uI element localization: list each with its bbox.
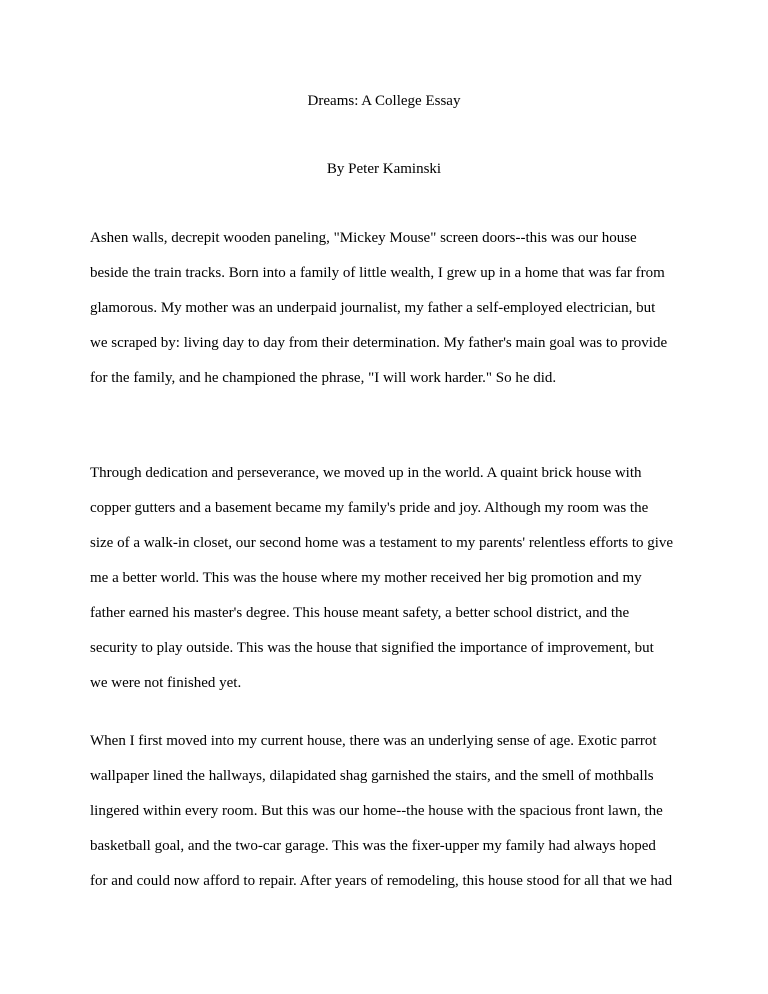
paragraph-line: copper gutters and a basement became my family's pride and joy. Although my room was the bbox=[90, 500, 649, 516]
paragraph-line: security to play outside. This was the house that signified the importance of improvement, but bbox=[90, 640, 654, 656]
paragraph-line: father earned his master's degree. This house meant safety, a better school district, and the bbox=[90, 605, 630, 621]
paragraph-line: glamorous. My mother was an underpaid journalist, my father a self-employed electrician, but bbox=[90, 300, 656, 316]
paragraph-line: we scraped by: living day to day from their determination. My father's main goal was to provide bbox=[90, 335, 668, 351]
paragraph-line: size of a walk-in closet, our second home was a testament to my parents' relentless efforts to give bbox=[90, 535, 674, 551]
paragraph-line: we were not finished yet. bbox=[90, 675, 242, 691]
paragraph-line: Through dedication and perseverance, we moved up in the world. A quaint brick house with bbox=[90, 465, 642, 481]
paragraph-line: wallpaper lined the hallways, dilapidated shag garnished the stairs, and the smell of mothballs bbox=[90, 768, 654, 784]
paragraph-line: Ashen walls, decrepit wooden paneling, "Mickey Mouse" screen doors--this was our house bbox=[90, 230, 637, 246]
paragraph-line: lingered within every room. But this was our home--the house with the spacious front lawn, the bbox=[90, 803, 663, 819]
paragraph-3 bbox=[90, 732, 690, 907]
paragraph-line: beside the train tracks. Born into a family of little wealth, I grew up in a home that was far from bbox=[90, 265, 665, 281]
paragraph-2 bbox=[90, 464, 690, 709]
paragraph-line: for and could now afford to repair. After years of remodeling, this house stood for all that we had bbox=[90, 873, 673, 889]
paragraph-line: When I first moved into my current house, there was an underlying sense of age. Exotic parrot bbox=[90, 733, 657, 749]
essay-title: Dreams: A College Essay bbox=[307, 93, 461, 109]
paragraph-line: basketball goal, and the two-car garage. This was the fixer-upper my family had always hoped bbox=[90, 838, 656, 854]
essay-byline: By Peter Kaminski bbox=[326, 161, 442, 177]
paragraph-line: for the family, and he championed the phrase, "I will work harder." So he did. bbox=[90, 370, 557, 386]
paragraph-1 bbox=[90, 229, 690, 404]
paragraph-line: me a better world. This was the house where my mother received her big promotion and my bbox=[90, 570, 642, 586]
